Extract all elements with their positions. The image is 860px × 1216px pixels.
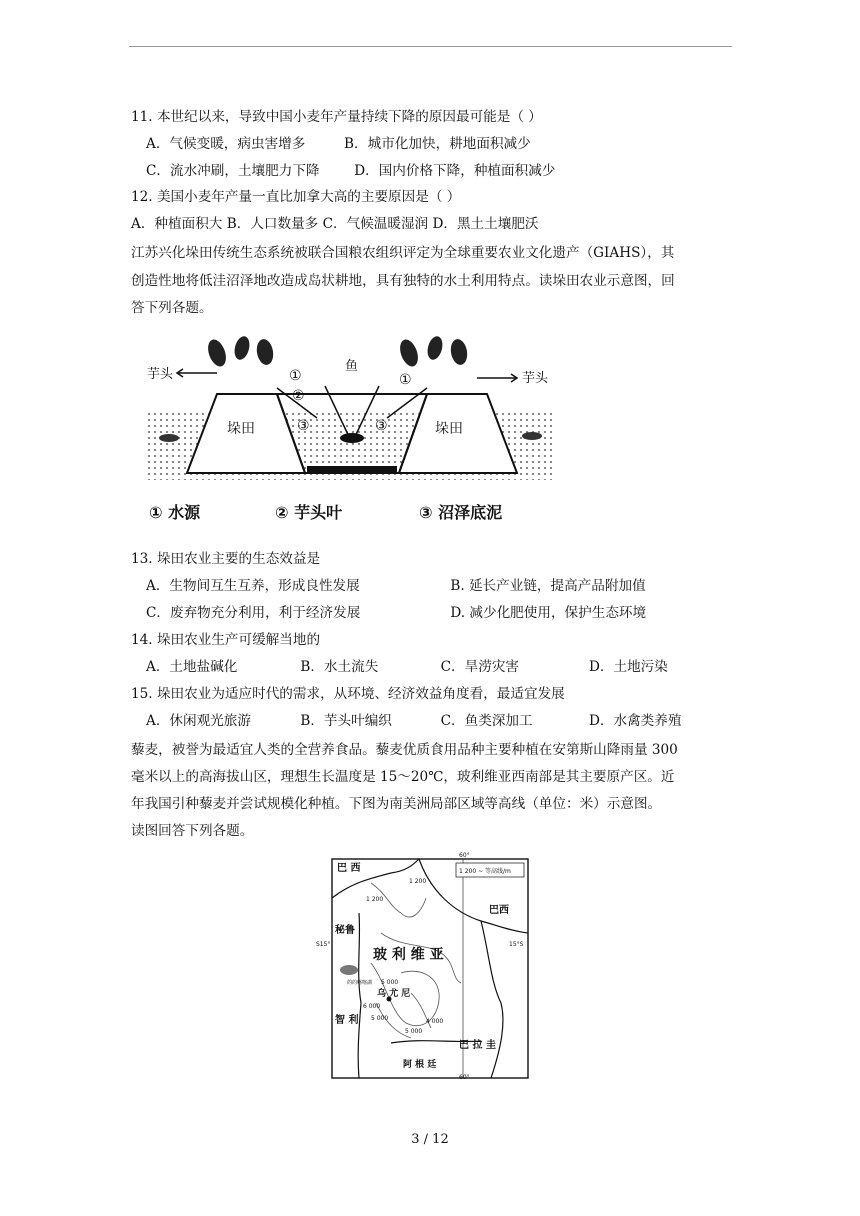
left-taro-label: 芋头 xyxy=(147,367,174,382)
q13-option-c: C．废弃物充分利用，利于经济发展 xyxy=(146,605,361,621)
passage1-line3: 答下列各题。 xyxy=(131,300,213,316)
argentina-label: 阿 根 廷 xyxy=(403,1060,437,1070)
sediment-bottom xyxy=(307,466,397,474)
passage2-line3: 年我国引种藜麦并尝试规模化种植。下图为南美洲局部区域等高线（单位：米）示意图。 xyxy=(131,796,662,812)
q11-stem: 11. 本世纪以来，导致中国小麦年产量持续下降的原因最可能是（ ） xyxy=(131,109,542,125)
passage2-line4: 读图回答下列各题。 xyxy=(131,823,254,839)
contour-1200-b: 1 200 xyxy=(366,896,384,903)
legend-taro-leaf: ② 芋头叶 xyxy=(275,503,343,522)
q14-option-a: A．土地盐碱化 xyxy=(146,659,238,675)
q12-stem: 12. 美国小麦年产量一直比加拿大高的主要原因是（ ） xyxy=(131,189,461,205)
marker-3-right: ③ xyxy=(375,418,388,434)
q15-option-a: A．休闲观光旅游 xyxy=(146,713,251,729)
brazil-label-top: 巴 西 xyxy=(337,863,361,874)
q13-option-b: B. 延长产业链，提高产品附加值 xyxy=(450,578,646,594)
passage2-line2: 毫米以上的高海拔山区，理想生长温度是 15～20℃，玻利维亚西南部是其主要原产区。近 xyxy=(131,769,675,785)
contour-5000-c: 5 000 xyxy=(405,1028,423,1035)
q11-options-row2 xyxy=(146,161,555,181)
south-america-contour-map xyxy=(316,852,529,1081)
q12-options: A．种植面积大 B．人口数量多 C．气候温暖湿润 D．黑土土壤肥沃 xyxy=(131,216,539,232)
fish-icon xyxy=(340,433,364,443)
duotian-diagram xyxy=(147,328,552,533)
q13-options-row1 xyxy=(146,576,646,596)
fish-icon xyxy=(522,432,542,440)
marker-1-left: ① xyxy=(289,368,302,384)
q14-options xyxy=(146,657,668,677)
brazil-label-right: 巴西 xyxy=(489,905,509,916)
passage1-line1: 江苏兴化垛田传统生态系统被联合国粮农组织评定为全球重要农业文化遗产（GIAHS），其 xyxy=(131,245,675,261)
q13-option-d: D. 减少化肥使用，保护生态环境 xyxy=(450,605,647,621)
lat-right-label: 15°S xyxy=(509,941,524,948)
q11-options-row1 xyxy=(146,134,531,154)
lon-bottom-label: 60° xyxy=(459,1074,470,1081)
right-field-label: 垛田 xyxy=(435,421,463,437)
right-taro-label: 芋头 xyxy=(522,371,549,386)
left-field-label: 垛田 xyxy=(227,421,255,437)
contour-5000-a: 5 000 xyxy=(381,979,399,986)
lake-label: 的的喀喀湖 xyxy=(347,980,373,986)
q14-option-b: B．水土流失 xyxy=(300,659,379,675)
paraguay-label: 巴 拉 圭 xyxy=(459,1040,496,1051)
q15-options xyxy=(146,711,681,731)
passage1-line2: 创造性地将低洼沼泽地改造成岛状耕地，具有独特的水土利用特点。读垛田农业示意图，回 xyxy=(131,273,675,289)
q14-option-d: D．土地污染 xyxy=(588,659,668,675)
fish-label: 鱼 xyxy=(345,359,359,374)
contour-4000: 4 000 xyxy=(426,1018,444,1025)
plants-left xyxy=(205,335,275,369)
bolivia-label: 玻 利 维 亚 xyxy=(373,947,444,963)
contour-5000-b: 5 000 xyxy=(371,1015,389,1022)
contour-6000: 6 000 xyxy=(363,1003,381,1010)
chile-label: 智 利 xyxy=(335,1015,359,1026)
lat-left-label: S15° xyxy=(316,941,331,948)
q14-stem: 14. 垛田农业生产可缓解当地的 xyxy=(131,632,321,648)
q11-option-c: C．流水冲刷，土壤肥力下降 xyxy=(146,163,320,179)
legend-swamp-mud: ③ 沼泽底泥 xyxy=(419,503,503,522)
uyuni-label: 乌 尤 尼 xyxy=(377,989,411,999)
q11-option-d: D．国内价格下降，种植面积减少 xyxy=(354,163,556,179)
q11-option-a: A．气候变暖，病虫害增多 xyxy=(146,136,306,152)
header-rule xyxy=(129,46,732,47)
q15-option-c: C．鱼类深加工 xyxy=(440,713,533,729)
lake-titicaca xyxy=(340,965,358,975)
q13-stem: 13. 垛田农业主要的生态效益是 xyxy=(131,551,321,567)
contour-legend: 1 200 ~ 等高线/m xyxy=(459,868,511,875)
q13-options-row2 xyxy=(146,603,646,623)
marker-2-left: ② xyxy=(292,388,305,404)
peru-label: 秘鲁 xyxy=(335,925,355,936)
q11-option-b: B．城市化加快，耕地面积减少 xyxy=(344,136,531,152)
q14-option-c: C．旱涝灾害 xyxy=(440,659,520,675)
q15-option-b: B．芋头叶编织 xyxy=(300,713,392,729)
q15-option-d: D．水禽类养殖 xyxy=(588,713,682,729)
legend-water-source: ① 水源 xyxy=(149,503,201,522)
marker-3-left: ③ xyxy=(297,418,310,434)
page-number: 3 / 12 xyxy=(411,1132,449,1147)
q13-option-a: A．生物间互生互养，形成良性发展 xyxy=(146,578,360,594)
marker-1-right: ① xyxy=(399,372,412,388)
lon-top-label: 60° xyxy=(459,852,470,859)
passage2-line1: 藜麦，被誉为最适宜人类的全营养食品。藜麦优质食用品种主要种植在安第斯山降雨量 300 xyxy=(131,742,678,758)
plants-right xyxy=(397,335,469,369)
q15-stem: 15. 垛田农业为适应时代的需求，从环境、经济效益角度看，最适宜发展 xyxy=(131,686,565,702)
map-frame xyxy=(332,859,528,1078)
contour-1200-a: 1 200 xyxy=(409,878,427,885)
fish-icon xyxy=(159,434,179,442)
